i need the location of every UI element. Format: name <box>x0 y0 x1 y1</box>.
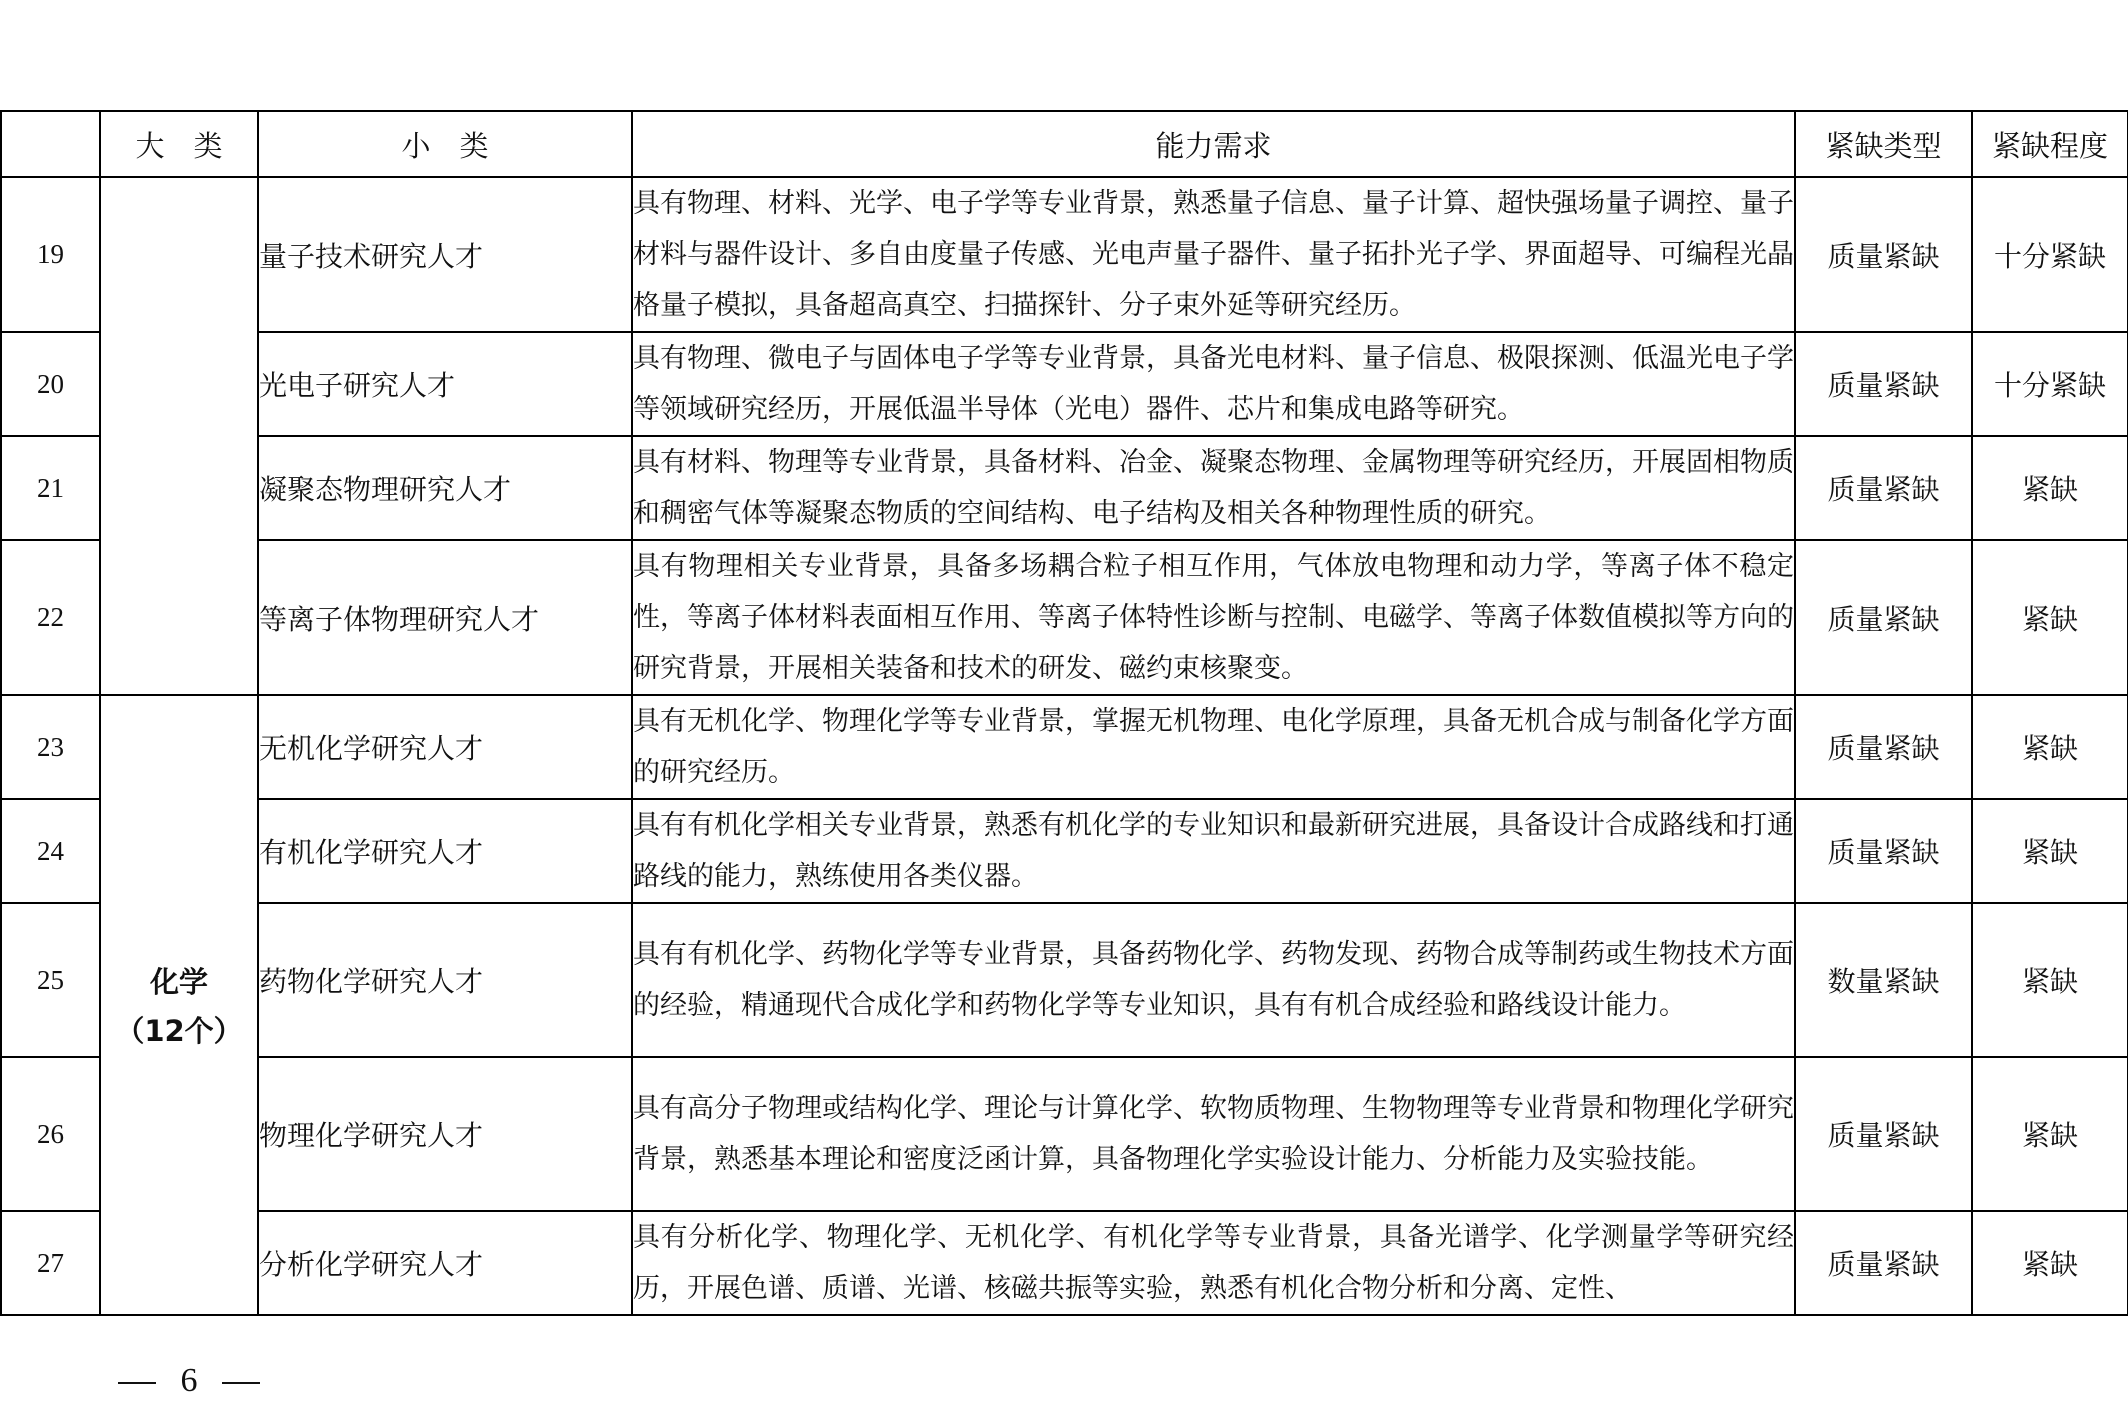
talent-shortage-table <box>0 110 2128 1316</box>
shortage-type: 质量紧缺 <box>1795 695 1972 799</box>
shortage-level: 紧缺 <box>1972 799 2128 903</box>
requirement-text: 具有物理相关专业背景，具备多场耦合粒子相互作用，气体放电物理和动力学，等离子体不稳定性，等离子体材料表面相互作用、等离子体特性诊断与控制、电磁学、等离子体数值模拟等方向的研究背景，开展相关装备和技术的研发、磁约束核聚变。 <box>632 540 1795 695</box>
table-row <box>1 177 2128 332</box>
row-number: 23 <box>1 695 100 799</box>
requirement-text: 具有分析化学、物理化学、无机化学、有机化学等专业背景，具备光谱学、化学测量学等研究经历，开展色谱、质谱、光谱、核磁共振等实验，熟悉有机化合物分析和分离、定性、 <box>632 1211 1795 1315</box>
shortage-type: 质量紧缺 <box>1795 332 1972 436</box>
row-number: 21 <box>1 436 100 540</box>
table-header-row <box>1 111 2128 177</box>
row-number: 24 <box>1 799 100 903</box>
subcategory: 光电子研究人才 <box>258 332 632 436</box>
shortage-level: 十分紧缺 <box>1972 177 2128 332</box>
footer-dash-left <box>118 1382 156 1384</box>
shortage-level: 紧缺 <box>1972 695 2128 799</box>
shortage-type: 质量紧缺 <box>1795 799 1972 903</box>
row-number: 26 <box>1 1057 100 1211</box>
subcategory: 凝聚态物理研究人才 <box>258 436 632 540</box>
shortage-level: 紧缺 <box>1972 436 2128 540</box>
subcategory: 物理化学研究人才 <box>258 1057 632 1211</box>
shortage-level: 紧缺 <box>1972 1057 2128 1211</box>
shortage-level: 紧缺 <box>1972 1211 2128 1315</box>
subcategory: 有机化学研究人才 <box>258 799 632 903</box>
category-chemistry <box>100 695 258 1315</box>
subcategory: 无机化学研究人才 <box>258 695 632 799</box>
category-name: 化学 <box>149 965 208 999</box>
header-shortage-type: 紧缺类型 <box>1795 111 1972 177</box>
requirement-text: 具有有机化学相关专业背景，熟悉有机化学的专业知识和最新研究进展，具备设计合成路线和打通路线的能力，熟练使用各类仪器。 <box>632 799 1795 903</box>
shortage-type: 质量紧缺 <box>1795 1057 1972 1211</box>
subcategory: 等离子体物理研究人才 <box>258 540 632 695</box>
shortage-type: 质量紧缺 <box>1795 177 1972 332</box>
subcategory: 量子技术研究人才 <box>258 177 632 332</box>
table-row <box>1 695 2128 799</box>
requirement-text: 具有物理、微电子与固体电子学等专业背景，具备光电材料、量子信息、极限探测、低温光电子学等领域研究经历，开展低温半导体（光电）器件、芯片和集成电路等研究。 <box>632 332 1795 436</box>
table-row <box>1 903 2128 1057</box>
table-row <box>1 799 2128 903</box>
header-requirement: 能力需求 <box>632 111 1795 177</box>
page-number: 6 <box>180 1362 198 1399</box>
table-row <box>1 332 2128 436</box>
requirement-text: 具有有机化学、药物化学等专业背景，具备药物化学、药物发现、药物合成等制药或生物技术方面的经验，精通现代合成化学和药物化学等专业知识，具有有机合成经验和路线设计能力。 <box>632 903 1795 1057</box>
category-count: （12个） <box>115 1014 243 1048</box>
row-number: 25 <box>1 903 100 1057</box>
table-row <box>1 540 2128 695</box>
header-category: 大 类 <box>100 111 258 177</box>
shortage-type: 质量紧缺 <box>1795 1211 1972 1315</box>
requirement-text: 具有高分子物理或结构化学、理论与计算化学、软物质物理、生物物理等专业背景和物理化学研究背景，熟悉基本理论和密度泛函计算，具备物理化学实验设计能力、分析能力及实验技能。 <box>632 1057 1795 1211</box>
shortage-type: 数量紧缺 <box>1795 903 1972 1057</box>
footer-dash-right <box>222 1382 260 1384</box>
shortage-level: 紧缺 <box>1972 540 2128 695</box>
subcategory: 药物化学研究人才 <box>258 903 632 1057</box>
shortage-level: 十分紧缺 <box>1972 332 2128 436</box>
subcategory: 分析化学研究人才 <box>258 1211 632 1315</box>
row-number: 27 <box>1 1211 100 1315</box>
requirement-text: 具有材料、物理等专业背景，具备材料、冶金、凝聚态物理、金属物理等研究经历，开展固相物质和稠密气体等凝聚态物质的空间结构、电子结构及相关各种物理性质的研究。 <box>632 436 1795 540</box>
shortage-type: 质量紧缺 <box>1795 540 1972 695</box>
page-footer <box>118 1362 260 1400</box>
table-row <box>1 1057 2128 1211</box>
header-subcategory: 小 类 <box>258 111 632 177</box>
header-number <box>1 111 100 177</box>
row-number: 20 <box>1 332 100 436</box>
shortage-type: 质量紧缺 <box>1795 436 1972 540</box>
shortage-level: 紧缺 <box>1972 903 2128 1057</box>
row-number: 19 <box>1 177 100 332</box>
row-number: 22 <box>1 540 100 695</box>
header-shortage-level: 紧缺程度 <box>1972 111 2128 177</box>
requirement-text: 具有无机化学、物理化学等专业背景，掌握无机物理、电化学原理，具备无机合成与制备化学方面的研究经历。 <box>632 695 1795 799</box>
table-row <box>1 1211 2128 1315</box>
requirement-text: 具有物理、材料、光学、电子学等专业背景，熟悉量子信息、量子计算、超快强场量子调控、量子材料与器件设计、多自由度量子传感、光电声量子器件、量子拓扑光子学、界面超导、可编程光晶格量子模拟，具备超高真空、扫描探针、分子束外延等研究经历。 <box>632 177 1795 332</box>
category-physics-continued <box>100 177 258 695</box>
table-row <box>1 436 2128 540</box>
